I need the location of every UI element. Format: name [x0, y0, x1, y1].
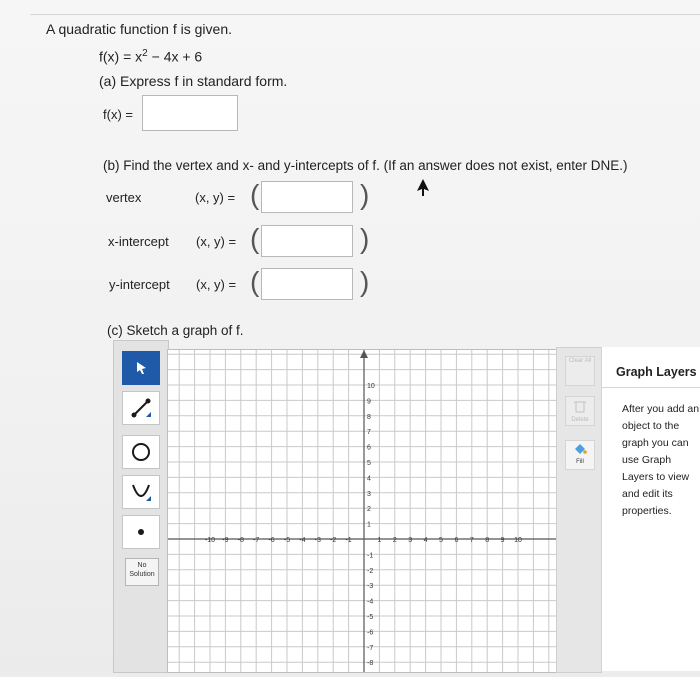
- x-tick-label: -4: [299, 537, 306, 544]
- x-intercept-label: x-intercept: [108, 234, 169, 249]
- x-tick-label: 6: [454, 537, 459, 544]
- line-tool-button[interactable]: [122, 391, 160, 425]
- y-tick-label: 3: [367, 490, 371, 498]
- y-tick-label: -5: [367, 614, 374, 621]
- x-tick-label: -2: [330, 537, 337, 544]
- line-icon: [130, 397, 152, 419]
- function-lhs: f(x) = x: [99, 48, 143, 65]
- y-tick-label: -4: [367, 598, 374, 606]
- y-tick-label: 10: [367, 383, 375, 390]
- function-rhs: − 4x + 6: [147, 48, 203, 65]
- x-intercept-open-paren: (: [250, 223, 260, 254]
- vertex-open-paren: (: [250, 179, 260, 210]
- y-tick-label: -6: [367, 629, 374, 637]
- y-intercept-xy-label: (x, y) =: [196, 277, 237, 292]
- y-tick-label: -8: [367, 660, 374, 668]
- no-solution-button[interactable]: No Solution: [125, 558, 159, 586]
- paint-bucket-icon: [573, 443, 587, 455]
- x-tick-label: 8: [485, 537, 490, 544]
- mouse-cursor-icon: [417, 179, 429, 197]
- function-definition: [99, 48, 202, 65]
- x-tick-label: -7: [253, 537, 260, 544]
- vertex-close-paren: ): [360, 179, 370, 210]
- y-tick-label: -3: [367, 583, 374, 591]
- y-tick-label: -7: [367, 644, 374, 652]
- x-tick-label: -9: [222, 537, 229, 544]
- x-tick-label: 9: [500, 537, 505, 544]
- y-tick-label: 1: [367, 521, 371, 529]
- clear-all-button[interactable]: [565, 356, 595, 386]
- clear-all-label: Clear All: [568, 358, 592, 364]
- y-tick-label: -1: [367, 552, 374, 560]
- y-tick-label: 9: [367, 398, 371, 406]
- y-tick-label: 5: [367, 460, 371, 467]
- y-intercept-close-paren: ): [360, 266, 370, 297]
- y-intercept-open-paren: (: [250, 266, 260, 297]
- x-tick-label: 4: [423, 537, 428, 544]
- question-intro: A quadratic function f is given.: [46, 21, 232, 37]
- function-exponent: 2: [142, 48, 148, 59]
- coordinate-grid[interactable]: [168, 350, 556, 672]
- x-tick-label: 1: [377, 537, 382, 544]
- y-tick-label: 8: [367, 413, 371, 421]
- circle-tool-button[interactable]: [122, 435, 160, 469]
- x-intercept-input[interactable]: [261, 225, 353, 257]
- x-intercept-close-paren: ): [360, 223, 370, 254]
- parabola-icon: [130, 481, 152, 503]
- cursor-icon: [135, 361, 147, 375]
- part-c-prompt: (c) Sketch a graph of f.: [107, 323, 244, 338]
- fill-label: Fill: [576, 459, 584, 465]
- y-tick-label: 4: [367, 475, 371, 483]
- point-tool-button[interactable]: [122, 515, 160, 549]
- vertex-label: vertex: [106, 190, 142, 205]
- delete-button[interactable]: [565, 396, 595, 426]
- divider: [30, 14, 700, 15]
- y-tick-label: 2: [367, 506, 371, 514]
- x-tick-label: 5: [439, 537, 443, 544]
- delete-label: Delete: [571, 417, 589, 423]
- circle-icon: [130, 441, 152, 463]
- x-tick-label: 2: [392, 537, 397, 544]
- x-tick-label: -3: [314, 537, 321, 544]
- graph-side-panel: [556, 347, 602, 673]
- fx-label: f(x) =: [103, 107, 133, 122]
- x-tick-label: -1: [345, 537, 352, 544]
- fill-button[interactable]: [565, 440, 595, 470]
- graph-area[interactable]: [167, 349, 557, 673]
- x-tick-label: 3: [408, 537, 413, 544]
- parabola-tool-button[interactable]: [122, 475, 160, 509]
- cursor-tool-button[interactable]: [122, 351, 160, 385]
- trash-icon: [573, 399, 587, 413]
- x-tick-label: -10: [204, 537, 216, 544]
- y-tick-label: 6: [367, 444, 371, 452]
- vertex-input[interactable]: [261, 181, 353, 213]
- x-tick-label: 10: [514, 537, 522, 544]
- y-tick-label: -2: [367, 567, 374, 575]
- x-intercept-xy-label: (x, y) =: [196, 234, 237, 249]
- y-intercept-input[interactable]: [261, 268, 353, 300]
- y-tick-label: 7: [367, 429, 371, 437]
- point-icon: [130, 521, 152, 543]
- part-b-prompt: (b) Find the vertex and x- and y-intercepts of f. (If an answer does not exist, enter DNE.): [103, 158, 628, 173]
- graph-toolbar: [113, 340, 169, 673]
- standard-form-input[interactable]: [142, 95, 238, 131]
- graph-layers-help: After you add an object to the graph you can use Graph Layers to view and edit its properties.: [622, 403, 700, 517]
- x-tick-label: 7: [469, 537, 474, 544]
- part-a-prompt: (a) Express f in standard form.: [99, 73, 288, 89]
- divider: [601, 387, 700, 388]
- graph-layers-title: Graph Layers: [616, 365, 697, 379]
- x-tick-label: -6: [268, 537, 275, 544]
- x-tick-label: -5: [283, 537, 291, 544]
- x-tick-label: -8: [237, 537, 244, 544]
- vertex-xy-label: (x, y) =: [195, 190, 236, 205]
- y-intercept-label: y-intercept: [109, 277, 170, 292]
